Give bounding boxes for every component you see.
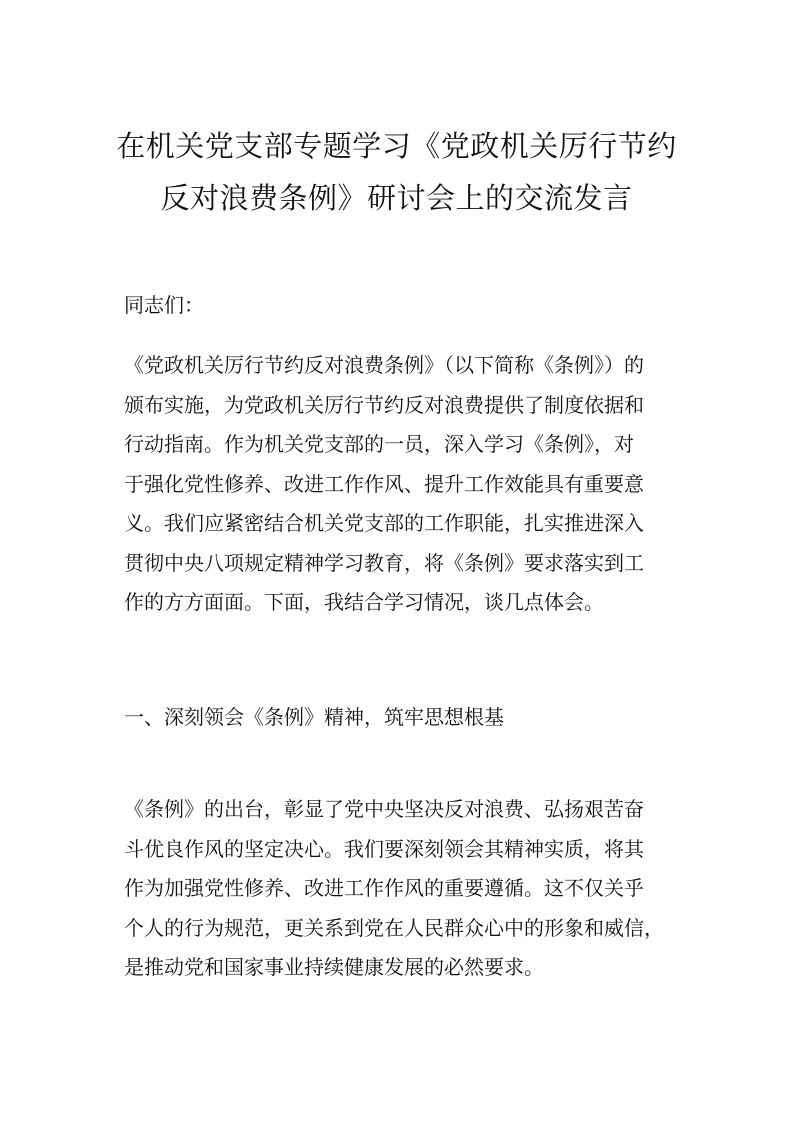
title-line-2: 反对浪费条例》研讨会上的交流发言: [160, 181, 633, 215]
section-heading-1: 一、深刻领会《条例》精神，筑牢思想根基: [124, 705, 504, 729]
paragraph-line: 个人的行为规范，更关系到党在人民群众心中的形象和威信，: [124, 915, 664, 940]
paragraph-line: 斗优良作风的坚定决心。我们要深刻领会其精神实质，将其: [124, 836, 644, 861]
paragraph-section-1: [124, 790, 674, 988]
paragraph-line: 行动指南。作为机关党支部的一员，深入学习《条例》，对: [124, 432, 634, 456]
paragraph-line: 颁布实施，为党政机关厉行节约反对浪费提供了制度依据和: [124, 392, 644, 417]
paragraph-line: 是推动党和国家事业持续健康发展的必然要求。: [124, 955, 544, 979]
paragraph-line: 《条例》的出台，彰显了党中央坚决反对浪费、弘扬艰苦奋: [124, 797, 644, 821]
paragraph-line: 义。我们应紧密结合机关党支部的工作职能，扎实推进深入: [124, 511, 644, 535]
document-title: [100, 120, 693, 224]
paragraph-line: 《党政机关厉行节约反对浪费条例》（以下简称《条例》）的: [124, 353, 644, 377]
salutation: 同志们：: [124, 293, 204, 317]
paragraph-line: 作的方方面面。下面，我结合学习情况，谈几点体会。: [124, 590, 604, 614]
title-line-1: 在机关党支部专题学习《党政机关厉行节约: [116, 129, 677, 163]
paragraph-line: 作为加强党性修养、改进工作作风的重要遵循。这不仅关乎: [124, 876, 644, 900]
paragraph-line: 于强化党性修养、改进工作作风、提升工作效能具有重要意: [124, 471, 644, 496]
paragraph-line: 贯彻中央八项规定精神学习教育，将《条例》要求落实到工: [124, 550, 644, 575]
paragraph-intro: [124, 346, 674, 623]
